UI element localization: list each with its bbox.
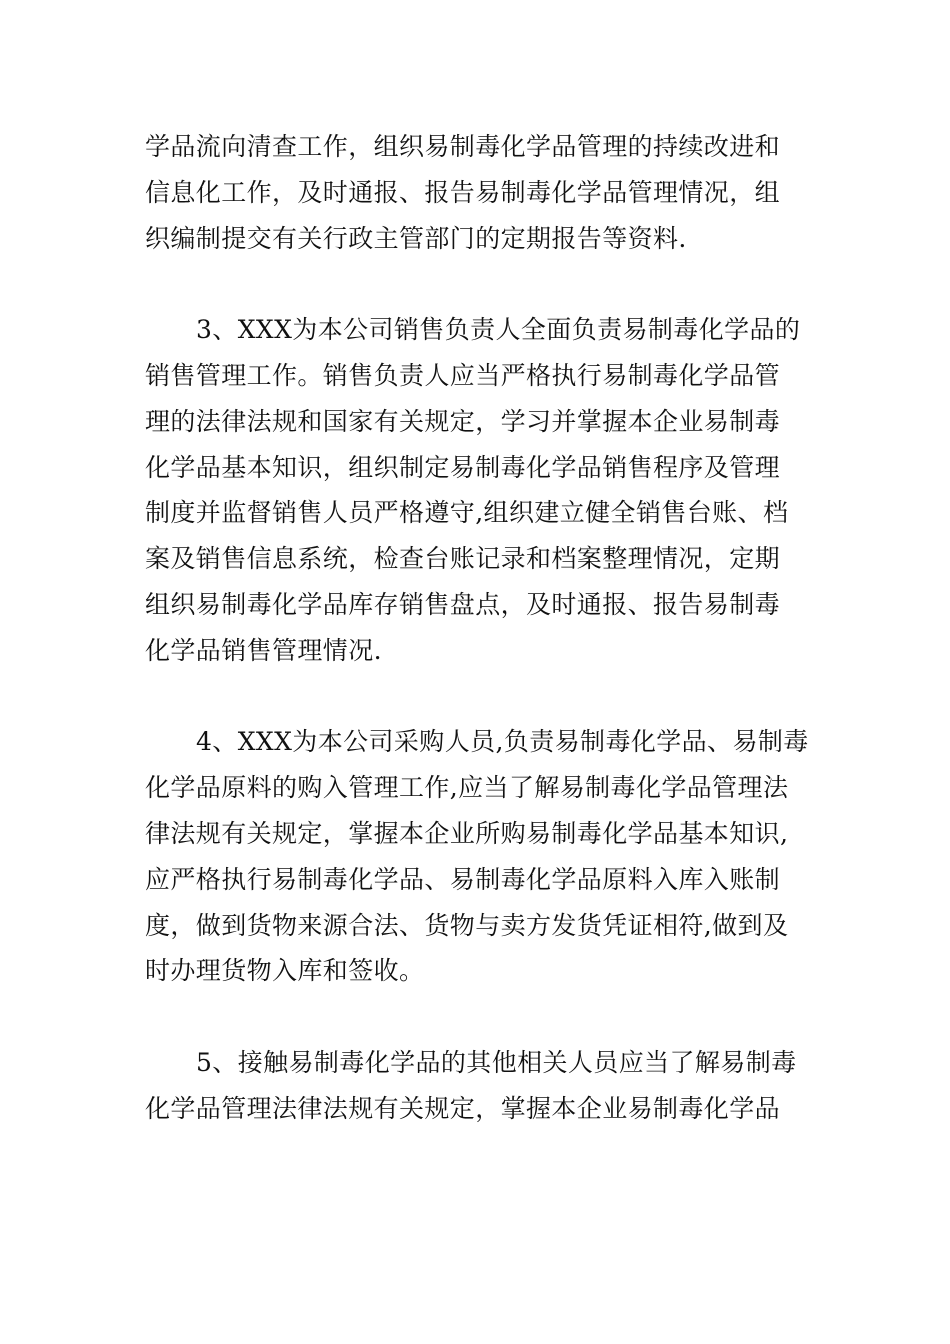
text-line: 时办理货物入库和签收。 — [145, 956, 425, 986]
text-line: 信息化工作，及时通报、报告易制毒化学品管理情况，组 — [145, 177, 781, 207]
text-line: 案及销售信息系统，检查台账记录和档案整理情况，定期 — [145, 544, 781, 574]
text-line: 3、XXX为本公司销售负责人全面负责易制毒化学品的 — [196, 315, 801, 345]
text-line: 5、接触易制毒化学品的其他相关人员应当了解易制毒 — [196, 1047, 797, 1077]
document-body — [145, 124, 809, 1132]
paragraph-item-4 — [145, 719, 809, 994]
text-line: 化学品管理法律法规有关规定，掌握本企业易制毒化学品 — [145, 1093, 781, 1123]
paragraph-item-5 — [145, 1040, 805, 1132]
text-line: 应严格执行易制毒化学品、易制毒化学品原料入库入账制 — [145, 864, 781, 894]
text-line: 销售管理工作。销售负责人应当严格执行易制毒化学品管 — [145, 360, 781, 390]
text-line: 4、XXX为本公司采购人员,负责易制毒化学品、易制毒 — [196, 727, 809, 757]
text-line: 织编制提交有关行政主管部门的定期报告等资料. — [145, 223, 687, 253]
text-line: 学品流向清查工作，组织易制毒化学品管理的持续改进和 — [145, 132, 781, 161]
text-line: 化学品原料的购入管理工作,应当了解易制毒化学品管理法 — [145, 773, 789, 803]
text-line: 化学品基本知识，组织制定易制毒化学品销售程序及管理 — [145, 452, 781, 482]
paragraph-spacer — [145, 674, 805, 720]
text-line: 组织易制毒化学品库存销售盘点，及时通报、报告易制毒 — [145, 589, 781, 619]
paragraph-spacer — [145, 994, 805, 1040]
text-line: 理的法律法规和国家有关规定，学习并掌握本企业易制毒 — [145, 406, 781, 436]
text-line: 律法规有关规定，掌握本企业所购易制毒化学品基本知识, — [145, 818, 789, 848]
paragraph-item-3 — [145, 307, 805, 673]
paragraph-continuation — [145, 124, 805, 261]
text-line: 度，做到货物来源合法、货物与卖方发货凭证相符,做到及 — [145, 910, 789, 940]
paragraph-spacer — [145, 261, 805, 307]
text-line: 化学品销售管理情况. — [145, 635, 382, 665]
text-line: 制度并监督销售人员严格遵守,组织建立健全销售台账、档 — [145, 498, 789, 528]
